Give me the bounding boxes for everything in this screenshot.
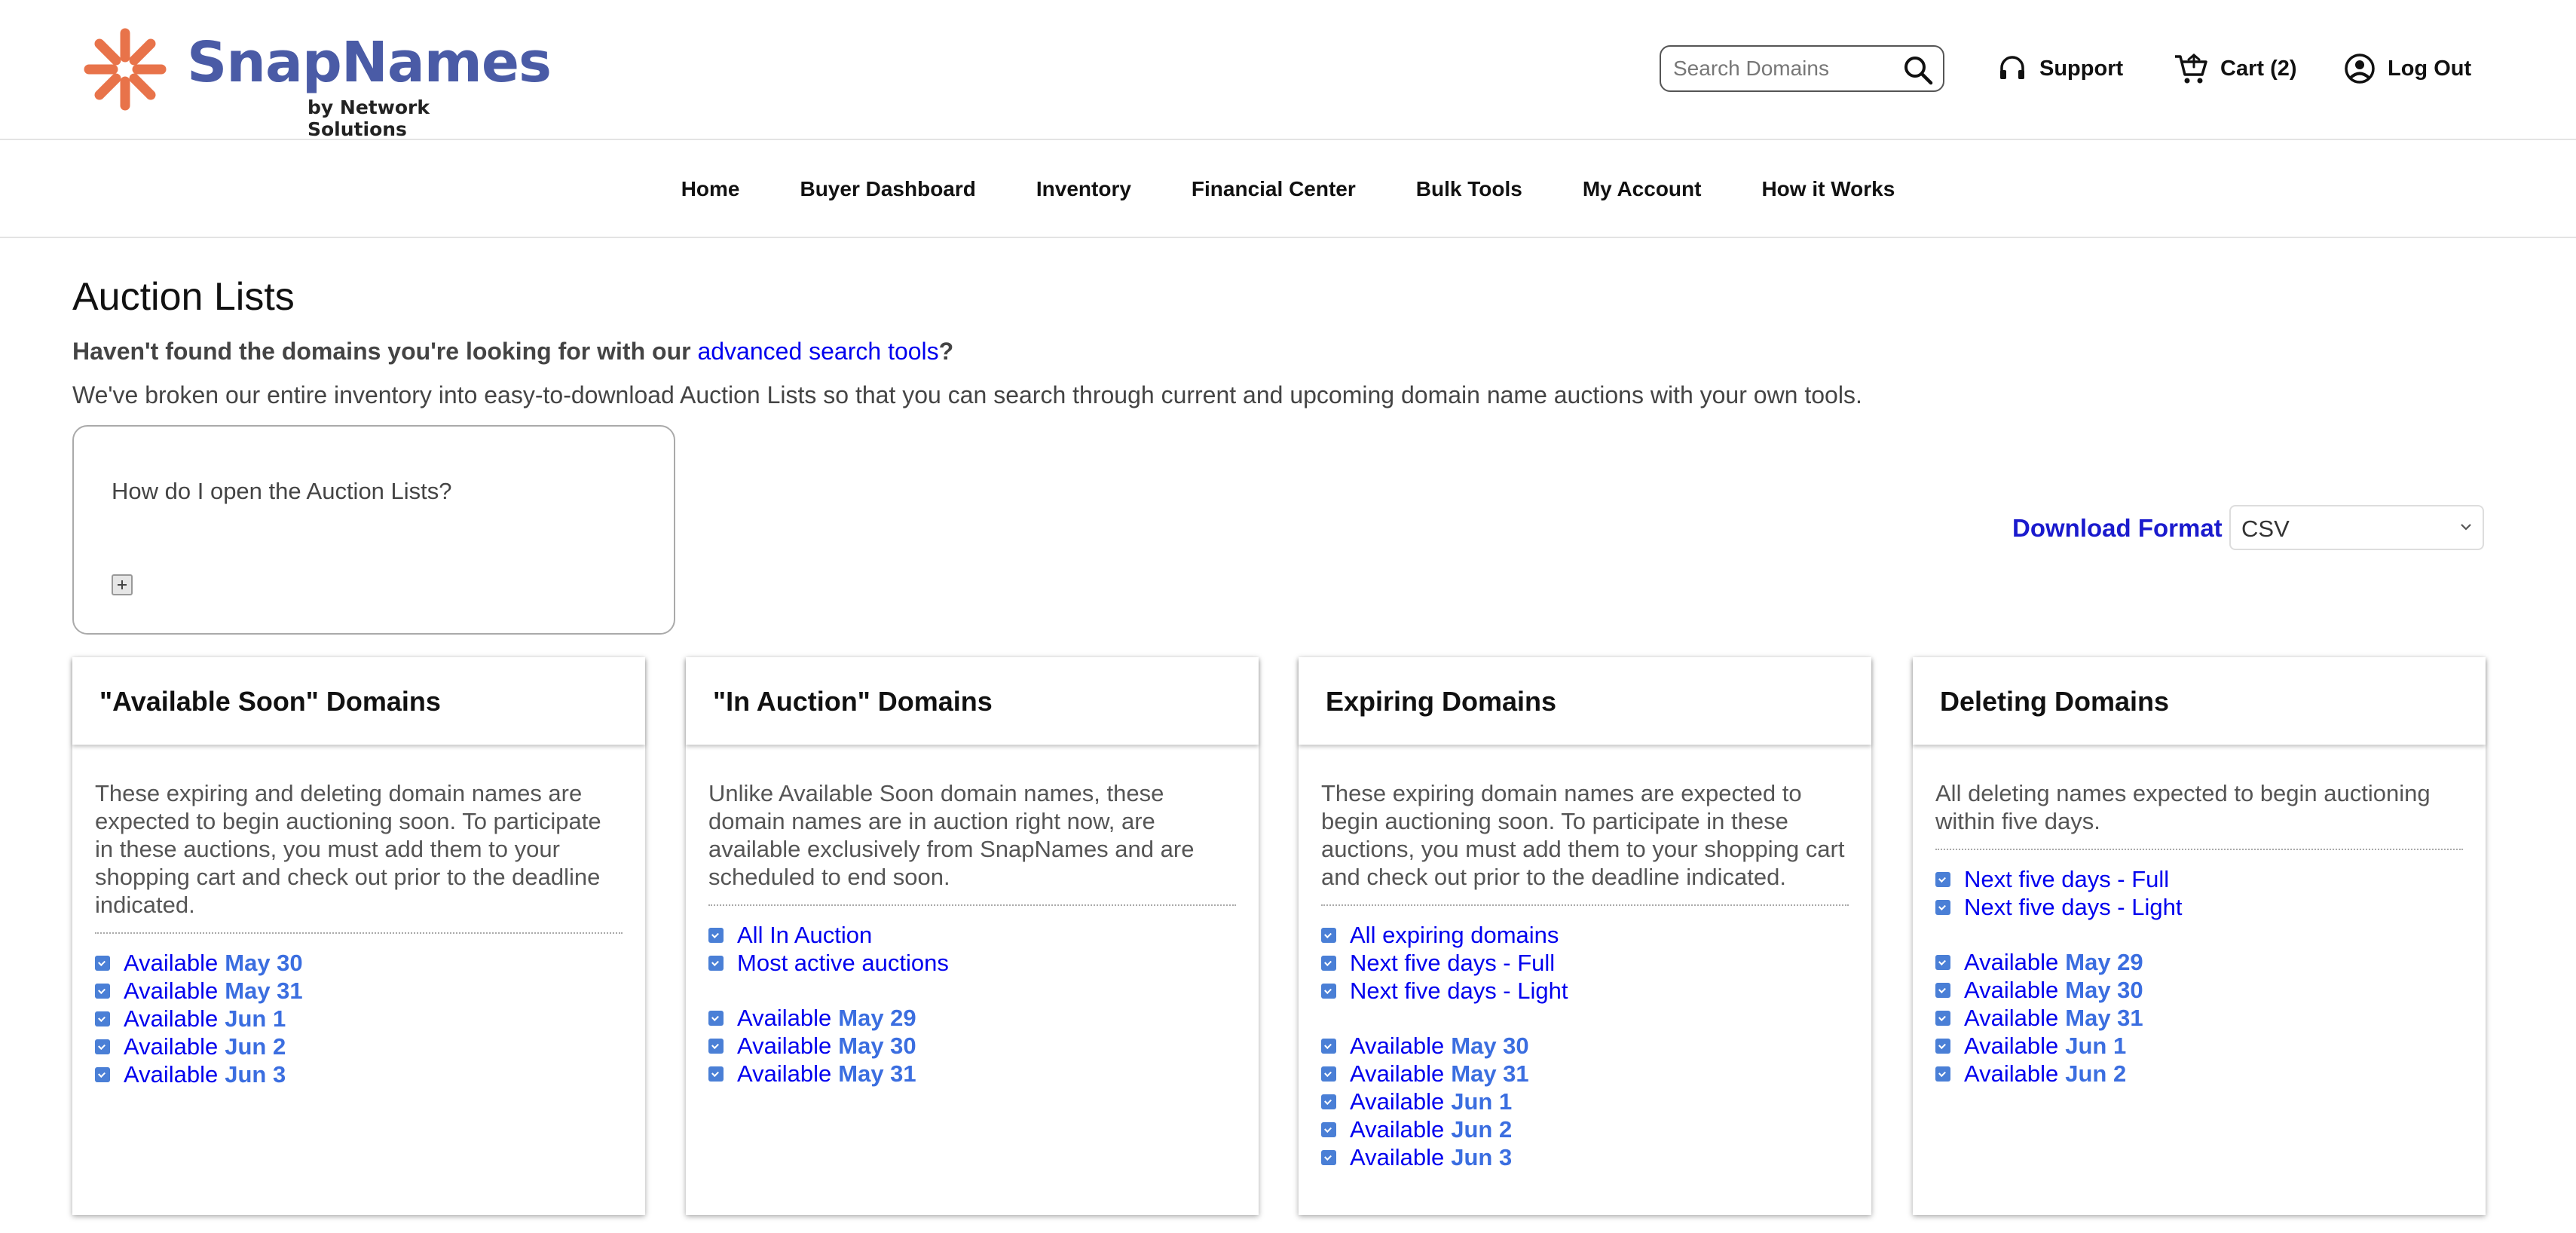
card-expiring bbox=[1299, 657, 1871, 1215]
nav-item-financial-center[interactable]: Financial Center bbox=[1191, 177, 1356, 200]
download-icon bbox=[1321, 1039, 1336, 1054]
download-link[interactable] bbox=[95, 1060, 303, 1088]
link-date: May 30 bbox=[838, 1032, 916, 1059]
link-text: Available bbox=[1964, 1060, 2059, 1087]
download-link[interactable] bbox=[708, 1004, 916, 1032]
cart-link[interactable] bbox=[2174, 50, 2297, 87]
download-icon bbox=[1935, 955, 1950, 970]
link-text: Available bbox=[1350, 1032, 1445, 1059]
link-text: Next five days - Full bbox=[1964, 865, 2170, 892]
download-link[interactable] bbox=[1321, 1032, 1529, 1060]
download-format-select[interactable] bbox=[2229, 505, 2484, 550]
card-description: Unlike Available Soon domain names, these domain names are in auction right now, are available exclusively from SnapNames and are scheduled to end soon. bbox=[708, 779, 1236, 906]
download-format-label: Download Format bbox=[2012, 514, 2223, 542]
nav-item-inventory[interactable]: Inventory bbox=[1036, 177, 1131, 200]
faq-question: How do I open the Auction Lists? bbox=[112, 478, 452, 504]
download-icon bbox=[1321, 1094, 1336, 1109]
site-header bbox=[0, 0, 2576, 140]
link-group bbox=[1321, 921, 1568, 1005]
download-link[interactable] bbox=[1935, 1004, 2143, 1032]
card-description: These expiring and deleting domain names are expected to begin auctioning soon. To participate in these auctions, you must add them to your shopping cart and check out prior to the deadline indicated. bbox=[95, 779, 623, 934]
link-text: Available bbox=[737, 1060, 832, 1087]
link-text: Available bbox=[1350, 1060, 1445, 1087]
logo-subtext: by Network Solutions bbox=[307, 96, 430, 140]
link-text: Next five days - Light bbox=[1350, 977, 1568, 1004]
link-text: Available bbox=[1350, 1143, 1445, 1170]
download-link[interactable] bbox=[95, 1033, 303, 1060]
link-group bbox=[708, 921, 949, 977]
download-icon bbox=[708, 1039, 724, 1054]
search-box bbox=[1660, 45, 1944, 92]
download-link[interactable] bbox=[95, 977, 303, 1005]
card-header bbox=[72, 657, 645, 745]
link-text: Available bbox=[1964, 976, 2059, 1003]
download-icon bbox=[1321, 928, 1336, 943]
link-text: Available bbox=[737, 1032, 832, 1059]
download-icon bbox=[708, 928, 724, 943]
search-icon[interactable] bbox=[1902, 54, 1934, 86]
download-link[interactable] bbox=[708, 1032, 916, 1060]
download-icon bbox=[1321, 956, 1336, 971]
link-date: May 31 bbox=[2065, 1004, 2143, 1031]
card-header bbox=[1299, 657, 1871, 745]
card-in-auction bbox=[686, 657, 1259, 1215]
link-date: May 29 bbox=[838, 1004, 916, 1031]
download-icon bbox=[1321, 984, 1336, 999]
download-format-value: CSV bbox=[2241, 516, 2290, 542]
card-deleting bbox=[1913, 657, 2486, 1215]
download-icon bbox=[1935, 1039, 1950, 1054]
link-text: Available bbox=[1350, 1088, 1445, 1115]
intro-prefix: Haven't found the domains you're looking for with our bbox=[72, 338, 698, 365]
download-link[interactable] bbox=[1321, 949, 1568, 977]
link-date: May 31 bbox=[838, 1060, 916, 1087]
download-link[interactable] bbox=[1935, 893, 2182, 921]
download-link[interactable] bbox=[1321, 921, 1568, 949]
logout-label: Log Out bbox=[2388, 56, 2472, 81]
link-text: Available bbox=[737, 1004, 832, 1031]
expand-icon[interactable] bbox=[112, 574, 133, 595]
link-text: All In Auction bbox=[737, 921, 873, 948]
nav-item-home[interactable]: Home bbox=[681, 177, 740, 200]
download-link[interactable] bbox=[1321, 1088, 1529, 1115]
download-icon bbox=[1321, 1122, 1336, 1137]
download-link[interactable] bbox=[1321, 1115, 1529, 1143]
intro-description: We've broken our entire inventory into easy-to-download Auction Lists so that you can search through current and upcoming domain name auctions with your own tools. bbox=[72, 381, 1862, 408]
download-link[interactable] bbox=[1935, 1032, 2143, 1060]
link-date: Jun 3 bbox=[1451, 1143, 1513, 1170]
download-link[interactable] bbox=[708, 1060, 916, 1088]
download-icon bbox=[1935, 983, 1950, 998]
link-group bbox=[1935, 865, 2182, 921]
download-icon bbox=[1935, 872, 1950, 887]
support-label: Support bbox=[2039, 56, 2124, 81]
logout-link[interactable] bbox=[2344, 50, 2471, 87]
link-text: Available bbox=[1964, 1032, 2059, 1059]
download-icon bbox=[1321, 1066, 1336, 1082]
card-title: Deleting Domains bbox=[1940, 686, 2170, 717]
nav-item-my-account[interactable]: My Account bbox=[1582, 177, 1702, 200]
support-link[interactable] bbox=[1997, 50, 2123, 87]
download-icon bbox=[708, 1011, 724, 1026]
download-icon bbox=[95, 984, 110, 999]
link-group bbox=[708, 1004, 916, 1088]
link-date: Jun 1 bbox=[1451, 1088, 1513, 1115]
link-text: Available bbox=[124, 1005, 219, 1032]
download-link[interactable] bbox=[1321, 977, 1568, 1005]
user-icon bbox=[2344, 53, 2376, 84]
link-text: Next five days - Light bbox=[1964, 893, 2183, 920]
link-date: May 30 bbox=[1451, 1032, 1529, 1059]
download-link[interactable] bbox=[1321, 1060, 1529, 1088]
link-date: Jun 2 bbox=[2065, 1060, 2127, 1087]
faq-box bbox=[72, 425, 675, 635]
download-icon bbox=[95, 1039, 110, 1054]
download-link[interactable] bbox=[95, 1005, 303, 1033]
card-title: "Available Soon" Domains bbox=[99, 686, 441, 717]
nav-item-buyer-dashboard[interactable]: Buyer Dashboard bbox=[800, 177, 976, 200]
download-icon bbox=[1935, 1066, 1950, 1082]
nav-item-how-it-works[interactable]: How it Works bbox=[1761, 177, 1895, 200]
download-icon bbox=[95, 1011, 110, 1026]
link-text: Available bbox=[1964, 1004, 2059, 1031]
link-text: All expiring domains bbox=[1350, 921, 1559, 948]
link-group bbox=[95, 949, 303, 1088]
download-link[interactable] bbox=[1935, 1060, 2143, 1088]
link-date: Jun 2 bbox=[1451, 1115, 1513, 1143]
download-link[interactable] bbox=[1935, 865, 2182, 893]
download-icon bbox=[1321, 1150, 1336, 1165]
link-date: May 31 bbox=[1451, 1060, 1529, 1087]
link-date: Jun 2 bbox=[225, 1033, 286, 1060]
download-icon bbox=[1935, 1011, 1950, 1026]
cart-label: Cart (2) bbox=[2220, 56, 2297, 81]
download-icon bbox=[1935, 900, 1950, 915]
link-text: Available bbox=[124, 949, 219, 976]
download-link[interactable] bbox=[708, 921, 949, 949]
download-link[interactable] bbox=[708, 949, 949, 977]
card-title: "In Auction" Domains bbox=[713, 686, 993, 717]
link-text: Available bbox=[1350, 1115, 1445, 1143]
link-text: Available bbox=[124, 1060, 219, 1088]
chevron-down-icon bbox=[2460, 523, 2472, 531]
link-date: May 31 bbox=[225, 977, 303, 1004]
headset-icon bbox=[1997, 54, 2027, 84]
link-date: Jun 1 bbox=[2065, 1032, 2127, 1059]
download-icon bbox=[95, 956, 110, 971]
advanced-search-link[interactable]: advanced search tools bbox=[697, 338, 939, 365]
card-description: All deleting names expected to begin auctioning within five days. bbox=[1935, 779, 2463, 850]
page-title: Auction Lists bbox=[72, 275, 295, 319]
card-header bbox=[1913, 657, 2486, 745]
cart-icon bbox=[2174, 52, 2208, 85]
card-available-soon bbox=[72, 657, 645, 1215]
nav-item-bulk-tools[interactable]: Bulk Tools bbox=[1415, 177, 1522, 200]
card-description: These expiring domain names are expected to begin auctioning soon. To participate in these auctions, you must add them to your shopping cart and check out prior to the deadline indicated. bbox=[1321, 779, 1849, 906]
link-text: Available bbox=[124, 1033, 219, 1060]
link-text: Available bbox=[124, 977, 219, 1004]
download-link[interactable] bbox=[1935, 948, 2143, 976]
intro-heading bbox=[72, 338, 953, 366]
download-link[interactable] bbox=[95, 949, 303, 977]
link-text: Most active auctions bbox=[737, 949, 949, 976]
link-date: Jun 3 bbox=[225, 1060, 286, 1088]
search-input[interactable] bbox=[1673, 53, 1892, 84]
link-date: May 30 bbox=[2065, 976, 2143, 1003]
download-link[interactable] bbox=[1935, 976, 2143, 1004]
card-title: Expiring Domains bbox=[1326, 686, 1557, 717]
download-link[interactable] bbox=[1321, 1143, 1529, 1171]
main-nav bbox=[0, 142, 2576, 238]
link-text: Available bbox=[1964, 948, 2059, 975]
link-group bbox=[1935, 948, 2143, 1088]
download-icon bbox=[708, 956, 724, 971]
snapnames-logo[interactable] bbox=[72, 15, 552, 140]
download-icon bbox=[95, 1067, 110, 1082]
link-date: May 30 bbox=[225, 949, 303, 976]
snapnames-logo-icon bbox=[72, 17, 178, 122]
intro-suffix: ? bbox=[938, 338, 954, 365]
download-icon bbox=[708, 1066, 724, 1082]
link-date: May 29 bbox=[2065, 948, 2143, 975]
logo-wordmark: SnapNames bbox=[187, 30, 552, 95]
card-header bbox=[686, 657, 1259, 745]
link-group bbox=[1321, 1032, 1529, 1171]
link-text: Next five days - Full bbox=[1350, 949, 1556, 976]
link-date: Jun 1 bbox=[225, 1005, 286, 1032]
